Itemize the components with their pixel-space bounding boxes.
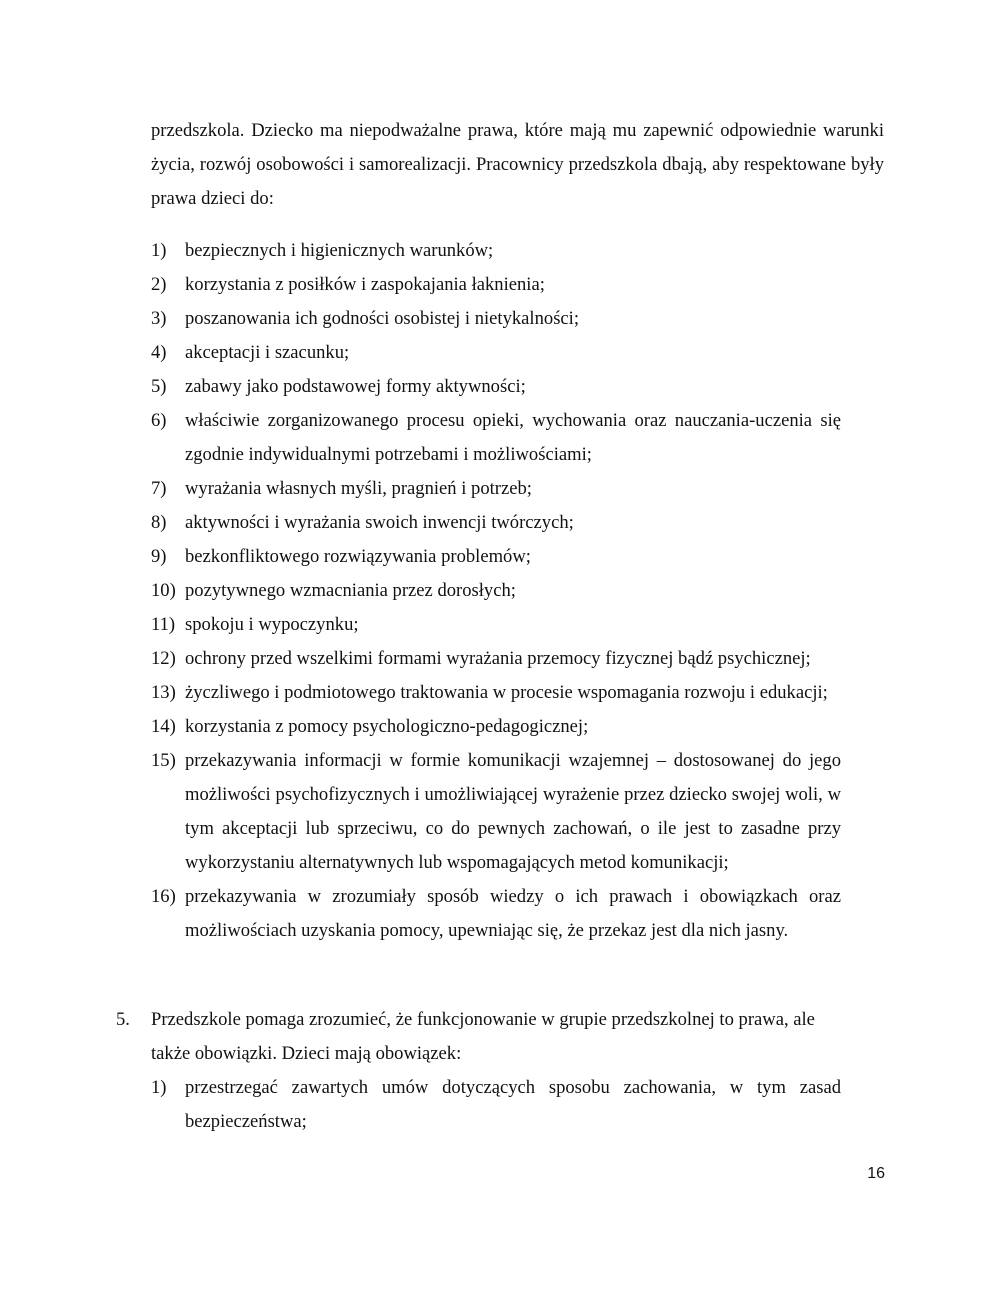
list-item-number: 1) <box>151 1077 167 1098</box>
list-item <box>151 880 841 948</box>
children-rights-list <box>151 234 841 948</box>
list-item-number: 4) <box>151 342 167 363</box>
list-item <box>151 234 841 268</box>
intro-paragraph: przedszkola. Dziecko ma niepodważalne prawa, które mają mu zapewnić odpowiednie warunki życia, rozwój osobowości i samorealizacji. Pracownicy przedszkola dbają, aby respektowane były prawa dzieci do: <box>151 120 884 209</box>
page-number: 16 <box>867 1165 885 1182</box>
children-duties-list <box>151 1071 841 1139</box>
list-item-number: 5) <box>151 376 167 397</box>
list-item <box>151 1071 841 1139</box>
list-item-number: 13) <box>151 682 176 703</box>
list-item-text: akceptacji i szacunku; <box>185 342 350 363</box>
list-item-text: zabawy jako podstawowej formy aktywności; <box>185 376 526 397</box>
list-item-text: wyrażania własnych myśli, pragnień i potrzeb; <box>185 478 532 499</box>
section-5-paragraph <box>116 1003 846 1071</box>
list-item-number: 6) <box>151 410 167 431</box>
list-item <box>151 642 841 676</box>
list-item-text: przekazywania informacji w formie komunikacji wzajemnej – dostosowanej do jego możliwości psychofizycznych i umożliwiającej wyrażenie przez dziecko swojej woli, w tym akceptacji lub sprzeciwu, co do pewnych zachowań, o ile jest to zasadne przy wykorzystaniu alternatywnych lub wspomagających metod komunikacji; <box>185 750 841 873</box>
list-item <box>151 472 841 506</box>
list-item-text: pozytywnego wzmacniania przez dorosłych; <box>185 580 516 601</box>
list-item <box>151 744 841 880</box>
list-item-number: 7) <box>151 478 167 499</box>
list-item-text: korzystania z posiłków i zaspokajania łaknienia; <box>185 274 545 295</box>
section-number: 5. <box>116 1009 130 1030</box>
list-item <box>151 676 841 710</box>
list-item <box>151 268 841 302</box>
list-item-number: 8) <box>151 512 167 533</box>
list-item-number: 2) <box>151 274 167 295</box>
list-item-number: 11) <box>151 614 176 635</box>
section-text: Przedszkole pomaga zrozumieć, że funkcjonowanie w grupie przedszkolnej to prawa, ale także obowiązki. Dzieci mają obowiązek: <box>151 1009 815 1064</box>
list-item-number: 10) <box>151 580 176 601</box>
list-item-text: właściwie zorganizowanego procesu opieki, wychowania oraz nauczania-uczenia się zgodnie indywidualnymi potrzebami i możliwościami; <box>185 410 841 465</box>
list-item <box>151 302 841 336</box>
list-item <box>151 540 841 574</box>
list-item <box>151 404 841 472</box>
list-item-text: ochrony przed wszelkimi formami wyrażania przemocy fizycznej bądź psychicznej; <box>185 648 811 669</box>
list-item <box>151 336 841 370</box>
list-item-number: 15) <box>151 750 176 771</box>
list-item <box>151 710 841 744</box>
list-item-text: spokoju i wypoczynku; <box>185 614 359 635</box>
list-item-number: 12) <box>151 648 176 669</box>
list-item-number: 1) <box>151 240 167 261</box>
list-item-number: 3) <box>151 308 167 329</box>
list-item-text: bezkonfliktowego rozwiązywania problemów; <box>185 546 531 567</box>
list-item-text: bezpiecznych i higienicznych warunków; <box>185 240 494 261</box>
list-item-text: przestrzegać zawartych umów dotyczących sposobu zachowania, w tym zasad bezpieczeństwa; <box>185 1077 841 1132</box>
list-item-number: 16) <box>151 886 176 907</box>
list-item-text: życzliwego i podmiotowego traktowania w procesie wspomagania rozwoju i edukacji; <box>185 682 828 703</box>
list-item <box>151 506 841 540</box>
list-item-text: korzystania z pomocy psychologiczno-pedagogicznej; <box>185 716 589 737</box>
list-item-number: 14) <box>151 716 176 737</box>
list-item <box>151 574 841 608</box>
list-item-text: przekazywania w zrozumiały sposób wiedzy o ich prawach i obowiązkach oraz możliwościach uzyskania pomocy, upewniając się, że przekaz jest dla nich jasny. <box>185 886 841 941</box>
list-item-number: 9) <box>151 546 167 567</box>
list-item <box>151 608 841 642</box>
list-item-text: aktywności i wyrażania swoich inwencji twórczych; <box>185 512 574 533</box>
list-item <box>151 370 841 404</box>
list-item-text: poszanowania ich godności osobistej i nietykalności; <box>185 308 580 329</box>
